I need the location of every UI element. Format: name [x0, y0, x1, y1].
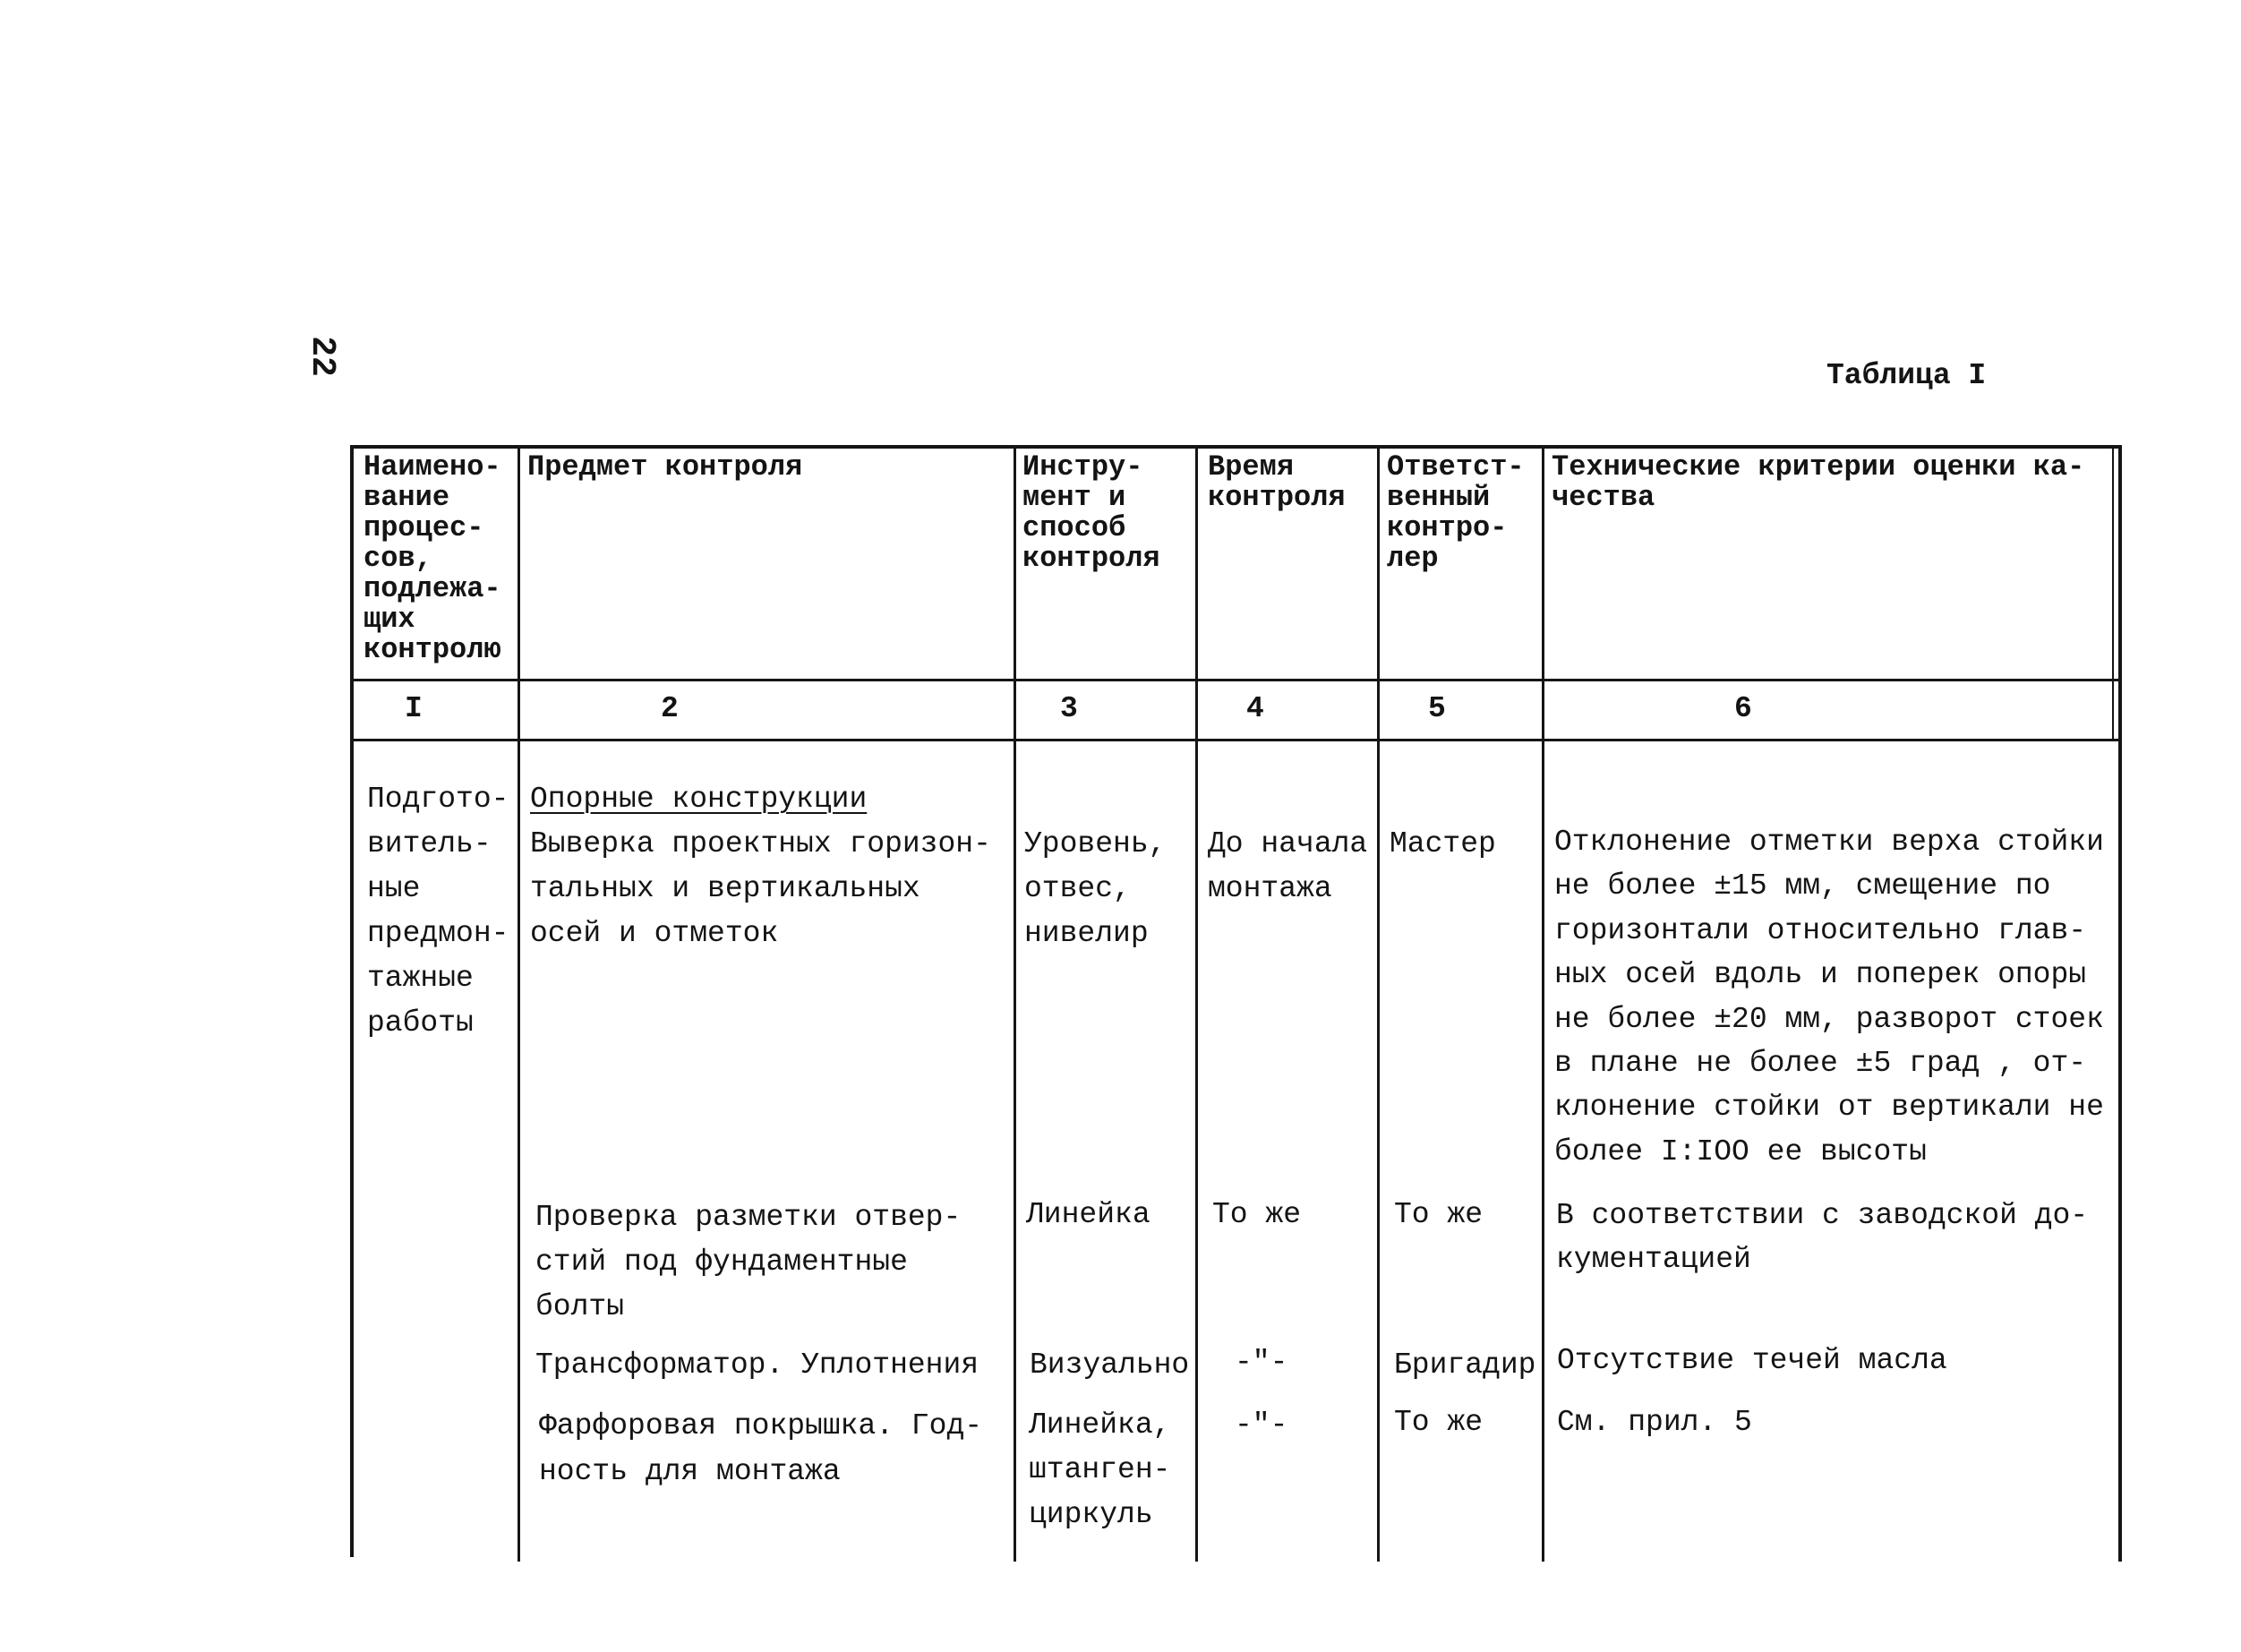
column-divider: [1377, 445, 1380, 1562]
column-divider: [1014, 445, 1016, 1562]
header-bottom-rule: [351, 679, 2122, 681]
subject-cell: Проверка разметки отвер- стий под фундаментные болты: [535, 1201, 962, 1323]
column-divider: [1542, 445, 1544, 1562]
criteria-cell: Отсутствие течей масла: [1557, 1344, 1947, 1377]
criteria-cell: В соответствии с заводской до- кументацией: [1556, 1199, 2089, 1277]
table-border-left: [350, 445, 354, 1557]
tool-cell: Линейка, штанген- циркуль: [1029, 1408, 1171, 1531]
subject-cell: Фарфоровая покрышка. Год- ность для монтажа: [539, 1409, 983, 1488]
tool-cell: Уровень, отвес, нивелир: [1024, 827, 1167, 950]
column-number: 6: [1734, 692, 1752, 725]
page-number: 22: [302, 336, 341, 377]
column-number: 3: [1060, 692, 1078, 725]
tool-cell: Визуально: [1030, 1348, 1190, 1382]
controller-cell: Бригадир: [1394, 1348, 1536, 1382]
header-criteria: Технические критерии оценки ка- чества: [1552, 450, 2085, 514]
subject-cell: Трансформатор. Уплотнения: [535, 1348, 979, 1382]
criteria-cell: Отклонение отметки верха стойки не более ±15 мм, смещение по горизонтали относительно глав- ных осей вдоль и поперек опоры не более ±20 мм, разворот стоек в плане не более ±5 град , от- клонение стойки от вертикали не более I:IOO ее высоты: [1554, 826, 2104, 1168]
header-time: Время контроля: [1208, 450, 1346, 514]
column-number: 4: [1246, 692, 1264, 725]
column-number: I: [405, 692, 423, 725]
process-name-cell: Подгото- витель- ные предмон- тажные работы: [367, 783, 509, 1040]
table-caption: Таблица I: [1826, 359, 1987, 392]
header-process-name: Наимено- вание процес- сов, подлежа- щих контролю: [364, 450, 501, 666]
table-border-right: [2118, 445, 2122, 1562]
criteria-cell: См. прил. 5: [1557, 1406, 1752, 1439]
header-tool-method: Инстру- мент и способ контроля: [1022, 450, 1160, 575]
subject-cell: Выверка проектных горизон- тальных и вертикальных осей и отметок: [530, 827, 991, 950]
column-divider: [1195, 445, 1198, 1562]
column-number: 2: [661, 692, 679, 725]
number-row-bottom-rule: [351, 739, 2122, 741]
time-cell: -"-: [1235, 1346, 1288, 1379]
time-cell: То же: [1212, 1198, 1302, 1231]
time-cell: -"-: [1235, 1408, 1288, 1442]
header-subject: Предмет контроля: [527, 450, 803, 484]
time-cell: До начала монтажа: [1208, 827, 1368, 905]
header-controller: Ответст- венный контро- лер: [1387, 450, 1525, 575]
tool-cell: Линейка: [1026, 1198, 1150, 1231]
column-divider: [517, 445, 520, 1562]
section-title: Опорные конструкции: [530, 783, 868, 816]
table-border-right-inner: [2112, 445, 2114, 740]
column-number: 5: [1428, 692, 1446, 725]
controller-cell: Мастер: [1390, 827, 1496, 860]
controller-cell: То же: [1394, 1406, 1484, 1439]
controller-cell: То же: [1394, 1198, 1484, 1231]
table-border-top: [351, 445, 2122, 449]
